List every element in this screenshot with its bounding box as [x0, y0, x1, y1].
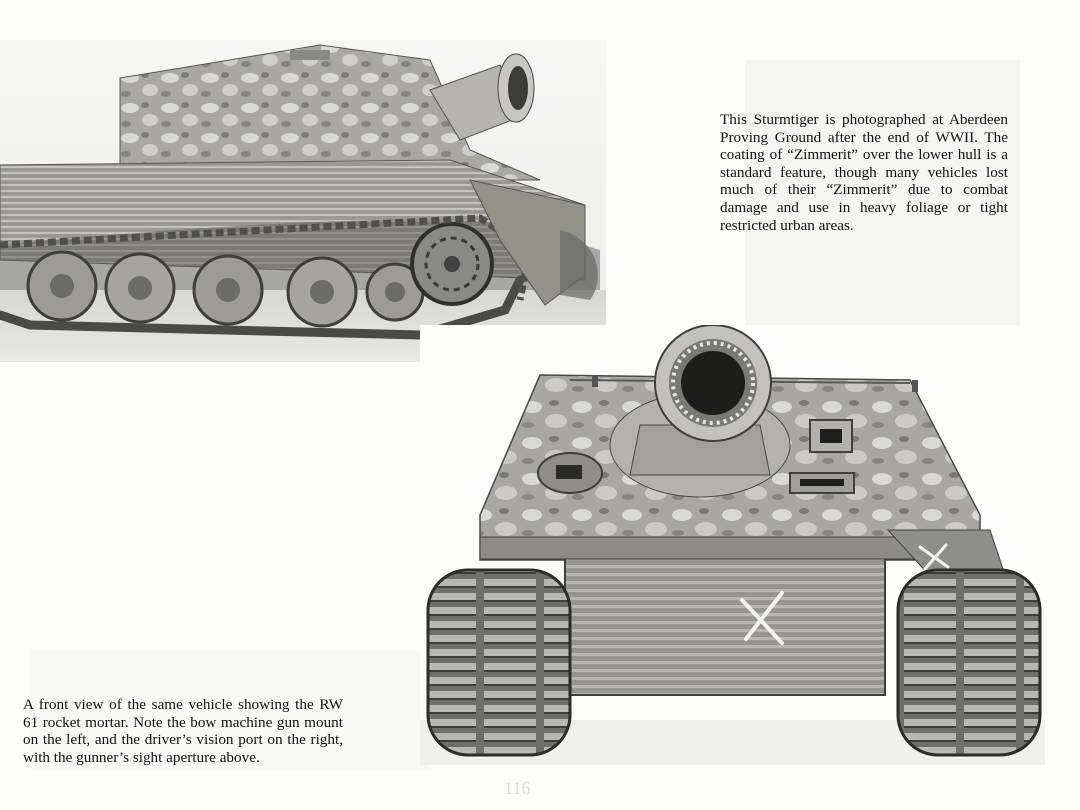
rw61-mortar-muzzle	[655, 325, 771, 441]
tank-side-photo	[0, 40, 606, 362]
tank-side-photo-graphic	[0, 40, 606, 362]
bow-machine-gun-mount	[538, 453, 602, 493]
caption-top: This Sturmtiger is photographed at Aberdeen Proving Ground after the end of WWII. The coating of “Zimmerit” over the lower hull is a standard feature, though many vehicles lost much of their “Zimmerit” due to combat damage and use in heavy foliage or tight restricted urban areas.	[720, 111, 1008, 234]
right-track	[898, 570, 1040, 755]
tank-front-photo	[420, 325, 1045, 765]
page-number: 116	[504, 778, 531, 798]
caption-bottom: A front view of the same vehicle showing the RW 61 rocket mortar. Note the bow machine gun mount on the left, and the driver’s vision port on the right, with the gunner’s sight aperture above.	[23, 696, 343, 766]
left-track	[428, 570, 570, 755]
tank-front-photo-graphic	[420, 325, 1045, 765]
